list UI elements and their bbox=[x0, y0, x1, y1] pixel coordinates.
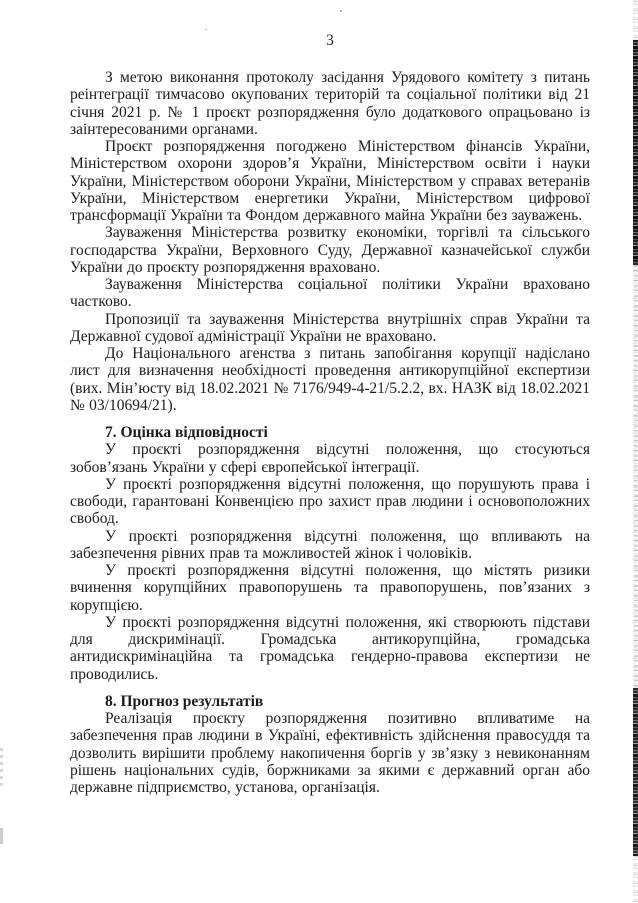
scan-left-mark bbox=[0, 828, 3, 844]
scan-edge-dark-band-bottom bbox=[633, 688, 638, 856]
paragraph: У проєкті розпорядження відсутні положення, що впливають на забезпечення рівних прав та можливостей жінок і чоловіків. bbox=[70, 527, 590, 562]
document-body bbox=[70, 69, 590, 796]
paragraph: Реалізація проєкту розпорядження позитивно впливатиме на забезпечення прав людини в Україні, ефективність здійснення правосуддя та дозволить вирішити проблему накопичення боргів у зв’язку з невиконанням рішень національних судів, боржниками за якими є державний орган або державне підприємство, установа, організація. bbox=[70, 710, 590, 796]
paragraph: У проєкті розпорядження відсутні положення, що містять ризики вчинення корупційних правопорушень та правопорушень, пов’язаних з корупцією. bbox=[70, 562, 590, 614]
section-heading: 7. Оцінка відповідності bbox=[105, 424, 268, 441]
paragraph: Зауваження Міністерства соціальної політики України враховано частково. bbox=[70, 276, 590, 311]
section-heading: 8. Прогноз результатів bbox=[105, 692, 264, 710]
page-number: 3 bbox=[326, 32, 334, 49]
paragraph: Зауваження Міністерства розвитку економіки, торгівлі та сільського господарства України, Верховного Суду, Державної казначейської служби України до проєкту розпорядження враховано. bbox=[70, 224, 590, 276]
scan-edge-mid-noise bbox=[634, 265, 638, 688]
paragraph: Проєкт розпорядження погоджено Міністерством фінансів України, Міністерством охорони здоров’я України, Міністерством освіти і науки України, Міністерством оборони України, Міністерством у справах ветеранів України, Міністерством енергетики України, Міністерством цифрової трансформації України та Фондом державного майна України без зауважень. bbox=[70, 138, 590, 224]
paragraph: До Національного агенства з питань запобігання корупції надіслано лист для визначення необхідності проведення антикорупційної експертизи (вих. Мін’юсту від 18.02.2021 № 7176/949-4-21/5.2.2, вх. НАЗК від 18.02.2021 № 03/10694/21). bbox=[70, 345, 590, 414]
paragraph: У проєкті розпорядження відсутні положення, які створюють підстави для дискримінації. Громадська антикорупційна, громадська антидискримінаційна та громадська гендерно-правова експертизи не проводились. bbox=[70, 613, 590, 683]
paragraph: У проєкті розпорядження відсутні положення, що стосуються зобов’язань України у сфері європейської інтеграції. bbox=[70, 441, 590, 476]
paragraph: З метою виконання протоколу засідання Урядового комітету з питань реінтеграції тимчасово окупованих територій та соціальної політики від 21 січня 2021 р. № 1 проєкт розпорядження було додаткового опрацьовано із заінтересованими органами. bbox=[70, 69, 590, 138]
scan-speck bbox=[205, 29, 207, 30]
scan-left-mark bbox=[0, 748, 3, 790]
scan-speck bbox=[340, 10, 342, 12]
paragraph: Пропозиції та зауваження Міністерства внутрішніх справ України та Державної судової адміністрації України не враховано. bbox=[70, 310, 590, 345]
paragraph: У проєкті розпорядження відсутні положення, що порушують права і свободи, гарантовані Конвенцією про захист прав людини і основоположних свобод. bbox=[70, 475, 590, 528]
scan-edge-dark-band-top bbox=[633, 40, 638, 265]
